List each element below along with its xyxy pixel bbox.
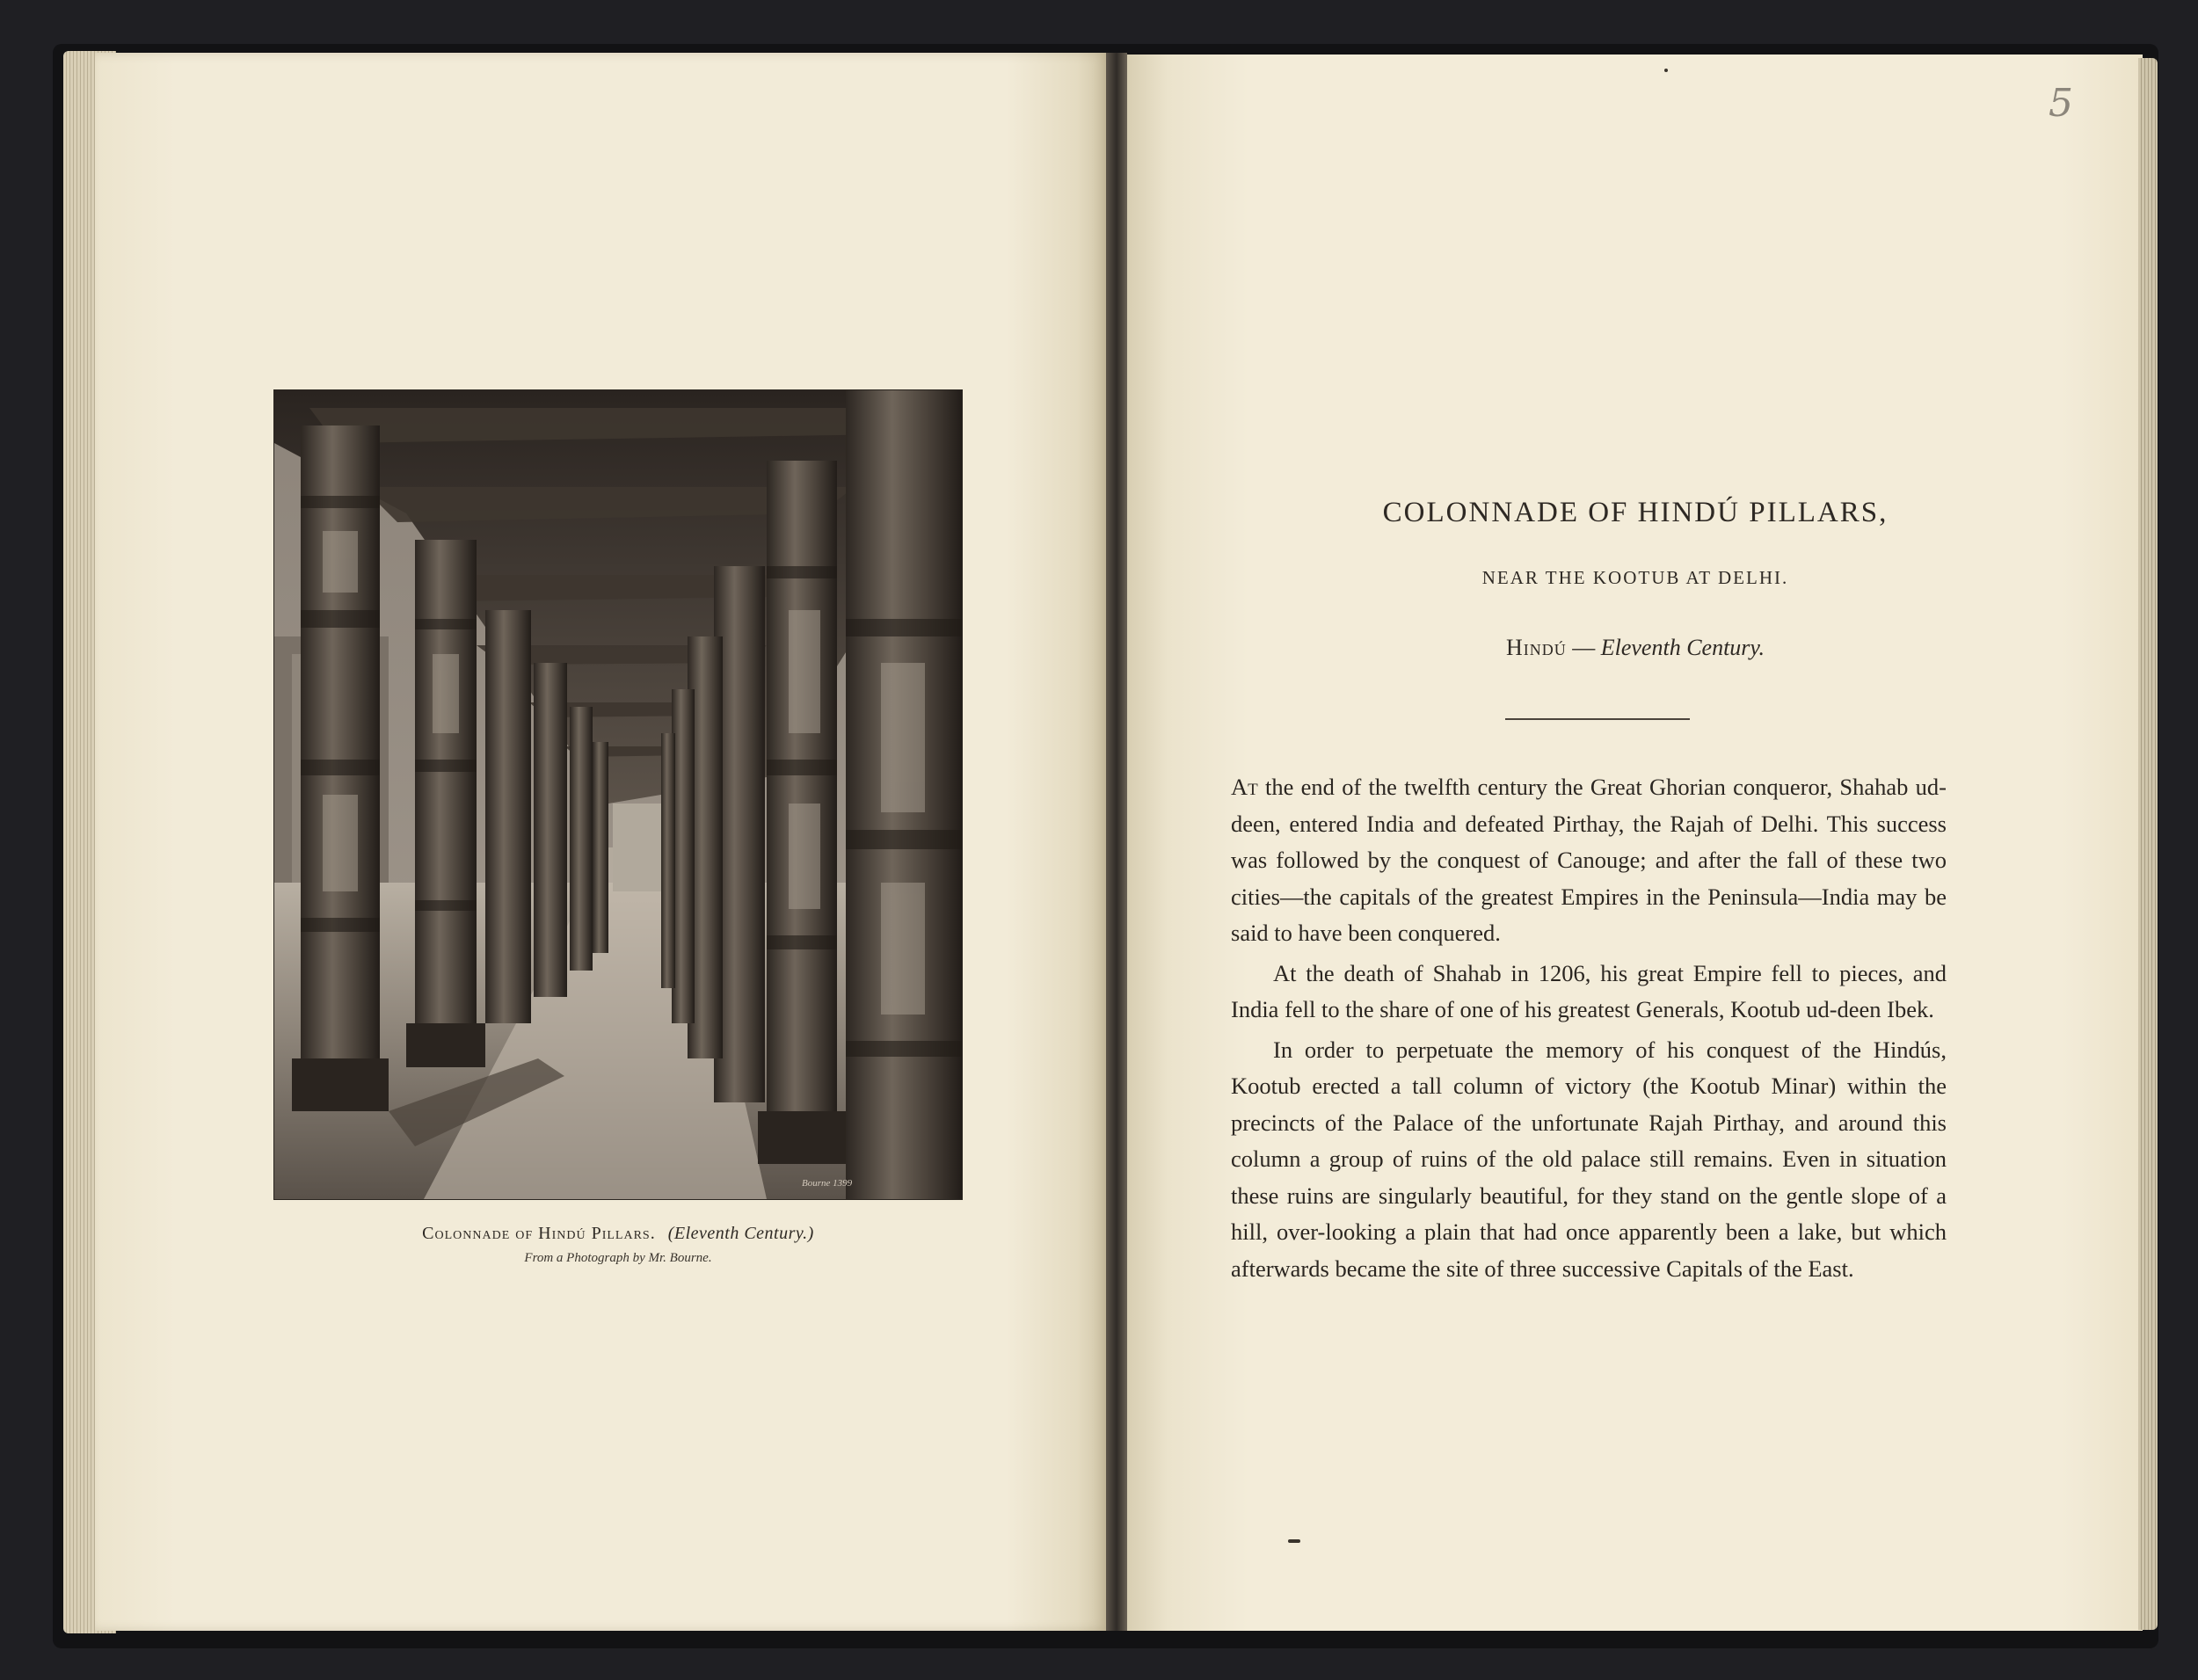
book-gutter: [1106, 53, 1127, 1631]
photo-caption: [176, 1224, 1060, 1266]
paragraph: [1231, 769, 1947, 952]
era-dash: —: [1566, 635, 1601, 660]
ink-speck: [1288, 1539, 1300, 1543]
body-text: [1231, 769, 1947, 1291]
colonnade-illustration: [274, 390, 962, 1199]
era-prefix: Hindú: [1505, 635, 1567, 660]
paragraph: In order to perpetuate the memory of his conquest of the Hindús, Kootub erected a tall column of victory (the Kootub Minar) within the precincts of the Palace of the unfortunate Rajah Pirthay, and around this column a group of ruins of the old palace still remains. Even in situation these ruins are singularly beautiful, for they stand on the gentle slope of a hill, over-looking a plain that had once apparently been a lake, but which afterwards became the site of three successive Capitals of the East.: [1231, 1036, 1947, 1282]
page-title: COLONNADE OF HINDÚ PILLARS,: [1382, 497, 1889, 528]
era-text: Eleventh Century.: [1600, 635, 1765, 660]
colonnade-photograph: [274, 390, 962, 1199]
page-edges-right: [2138, 58, 2158, 1630]
caption-credit: From a Photograph by Mr. Bourne.: [524, 1251, 712, 1265]
paragraph-text: the end of the twelfth century the Great Ghorian conqueror, Shahab ud-deen, entered India and defeated Pirthay, the Rajah of Delhi. This success was followed by the conquest of Canouge; and after the fall of these two cities—the capitals of the greatest Empires in the Peninsula—India may be said to have been conquered.: [1231, 774, 1947, 946]
caption-subtitle: (Eleventh Century.): [667, 1224, 814, 1243]
drop-lead: At: [1231, 774, 1258, 800]
ink-speck: [1664, 69, 1668, 72]
paragraph: At the death of Shahab in 1206, his great Empire fell to pieces, and India fell to the share of one of his greatest Generals, Kootub ud-deen Ibek.: [1231, 959, 1947, 1022]
section-divider: [1505, 718, 1690, 720]
era-line: [1231, 635, 2040, 661]
photo-signature: Bourne 1399: [802, 1178, 853, 1189]
handwritten-page-number: 5: [2049, 81, 2073, 126]
page-subtitle: NEAR THE KOOTUB AT DELHI.: [1481, 567, 1789, 588]
caption-main: [176, 1224, 1060, 1244]
caption-title: Colonnade of Hindú Pillars.: [422, 1224, 656, 1243]
